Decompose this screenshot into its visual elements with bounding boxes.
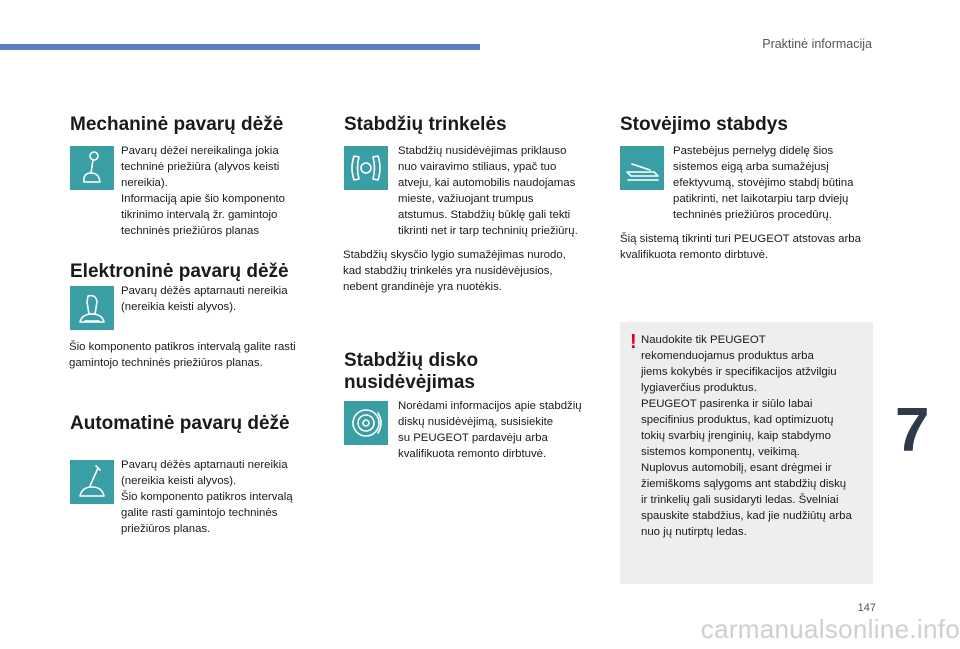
brake-pads-text: Stabdžių nusidėvėjimas priklauso nuo vairavimo stiliaus, ypač tuo atveju, kai automobilis naudojamas mieste, važiuojant trumpus atstumus. Stabdžių būklę gali tekti tikrinti net ir tarp techninių priežiūrų. xyxy=(398,145,578,237)
chapter-number: 7 xyxy=(895,396,930,465)
parking-brake-text2: Šią sistemą tikrinti turi PEUGEOT atstovas arba kvalifikuota remonto dirbtuvė. xyxy=(620,233,861,261)
watermark: carmanualsonline.info xyxy=(700,614,960,644)
warning-note-text: Naudokite tik PEUGEOT rekomenduojamus produktus arba jiems kokybės ir specifikacijos atžvilgiu lygiaverčius produktus. PEUGEOT pasirenka ir siūlo labai specifinius produktus, kad optimizuotų tokių svarbių įrenginių, kaip stabdymo sistemos komponentų, veikimą. Nuplovus automobilį, esant drėgmei ir žiemiškoms sąlygoms ant stabdžių diskų ir trinkelių gali susidaryti ledas. Švelniai spauskite stabdžius, kad jie nudžiūtų arba nuo jų nutirptų ledas. xyxy=(641,334,852,538)
manual-gearbox-text: Pavarų dėžei nereikalinga jokia techninė priežiūra (alyvos keisti nereikia). Informaciją apie šio komponento tikrinimo intervalą žr. gamintojo techninės priežiūros planas xyxy=(121,145,285,237)
brake-disc-text: Norėdami informacijos apie stabdžių diskų nusidėvėjimą, susisiekite su PEUGEOT pardavėju arba kvalifikuota remonto dirbtuvė. xyxy=(398,400,582,460)
page-number: 147 xyxy=(857,602,876,614)
section-title: Praktinė informacija xyxy=(762,37,872,51)
electronic-gearbox-text: Pavarų dėžės aptarnauti nereikia (nereikia keisti alyvos). xyxy=(121,285,288,313)
electronic-gearbox-icon xyxy=(70,286,114,330)
brake-disc-title-line1: Stabdžių disko xyxy=(344,350,479,371)
manual-gearbox-title: Mechaninė pavarų dėžė xyxy=(70,114,284,135)
automatic-gearbox-icon xyxy=(70,460,114,504)
brake-pads-icon xyxy=(344,146,388,190)
electronic-gearbox-title: Elektroninė pavarų dėžė xyxy=(70,261,289,282)
automatic-gearbox-text: Pavarų dėžės aptarnauti nereikia (nereikia keisti alyvos). Šio komponento patikros intervalą galite rasti gamintojo techninės priežiūros planas. xyxy=(121,459,293,535)
automatic-gearbox-title: Automatinė pavarų dėžė xyxy=(70,413,290,434)
electronic-gearbox-text2: Šio komponento patikros intervalą galite rasti gamintojo techninės priežiūros planas. xyxy=(69,341,296,369)
brake-pads-title: Stabdžių trinkelės xyxy=(344,114,507,135)
warning-note xyxy=(620,322,873,584)
brake-fluid-text: Stabdžių skysčio lygio sumažėjimas nurodo, kad stabdžių trinkelės yra nusidėvėjusios, nebent grandinėje yra nuotėkis. xyxy=(343,249,566,293)
parking-brake-icon xyxy=(620,146,664,190)
brake-disc-title xyxy=(344,350,478,394)
header-accent-bar xyxy=(0,44,480,50)
warning-icon: ! xyxy=(630,331,637,353)
manual-gearbox-icon xyxy=(70,146,114,190)
brake-disc-title-line2: nusidėvėjimas xyxy=(344,372,475,393)
parking-brake-text: Pastebėjus pernelyg didelę šios sistemos eigą arba sumažėjusį efektyvumą, stovėjimo stabdį būtina patikrinti, net laikotarpiu tarp dviejų techninės priežiūros procedūrų. xyxy=(673,145,854,221)
brake-disc-icon xyxy=(344,401,388,445)
parking-brake-title: Stovėjimo stabdys xyxy=(620,114,788,135)
